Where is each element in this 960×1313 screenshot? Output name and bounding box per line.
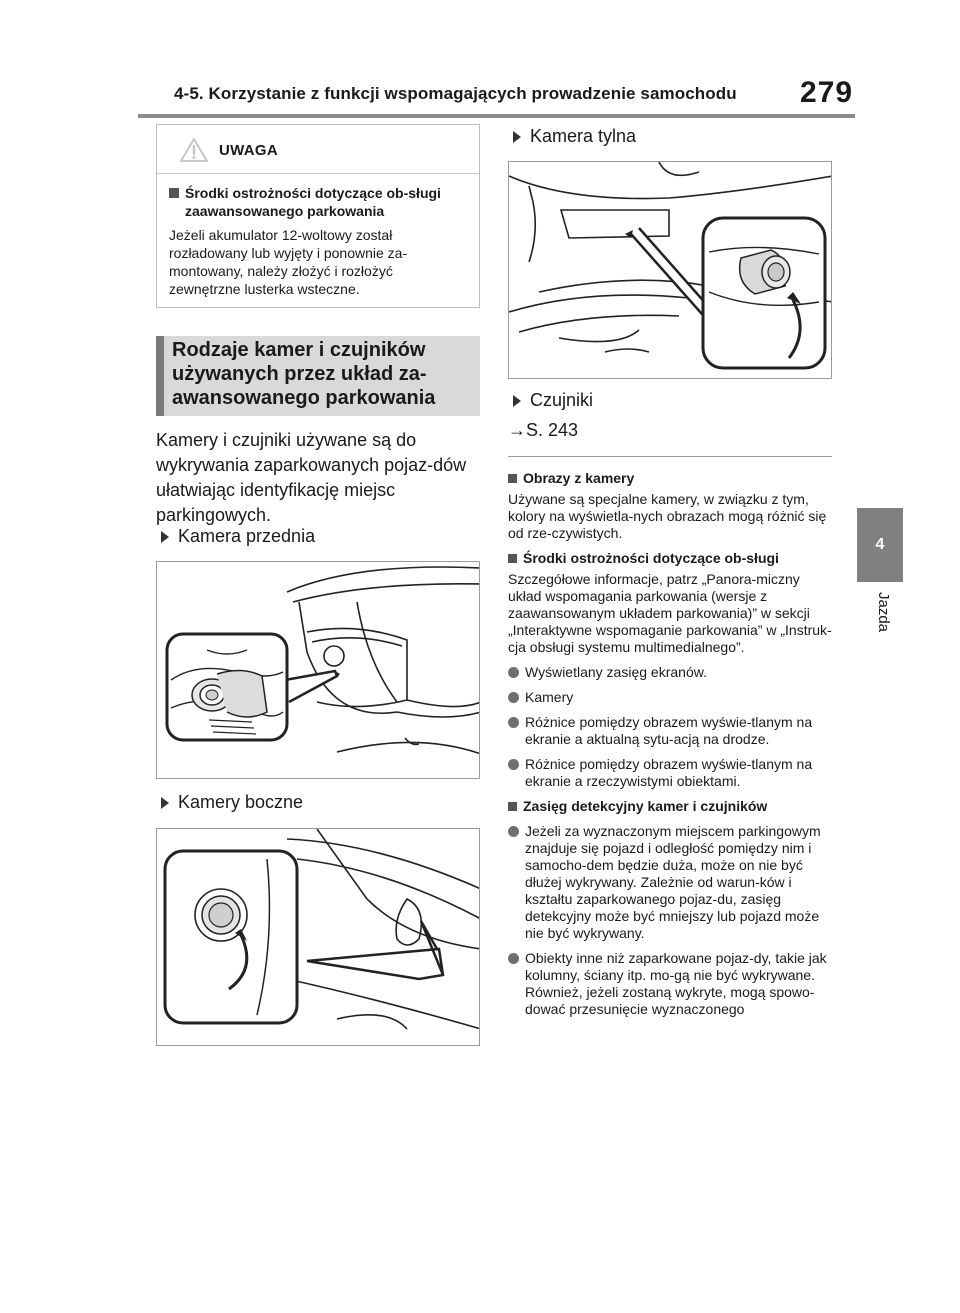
front-camera-figure	[156, 561, 480, 779]
warning-text: Jeżeli akumulator 12-woltowy został rozładowany lub wyjęty i ponownie za-montowany, należy złożyć i rozłożyć zewnętrzne lusterka wsteczne.	[169, 227, 408, 297]
list-item	[508, 950, 832, 1018]
warning-header	[179, 137, 467, 163]
header-rule	[138, 114, 855, 118]
list-item	[508, 689, 832, 706]
list-item	[508, 823, 832, 942]
item-rear-camera	[512, 126, 636, 147]
round-bullet-icon	[508, 826, 519, 837]
warning-divider	[157, 173, 479, 174]
list-item-text: Jeżeli za wyznaczonym miejscem parkingowym znajduje się pojazd i odległość pomiędzy nim i samocho-dem będzie duża, może on nie być dłużej wykrywany. Zależnie od warun-ków i kształtu zaparkowanego pojaz-du, zasięg detekcyjny może być mniejszy lub pojazd może nie być wykrywany.	[525, 823, 821, 941]
note-heading-handling	[508, 550, 832, 567]
note-heading-text: Zasięg detekcyjny kamer i czujników	[523, 798, 768, 814]
sensors-page-reference[interactable]: →S. 243	[508, 420, 579, 440]
round-bullet-icon	[508, 717, 519, 728]
list-item	[508, 714, 832, 748]
header-title: 4-5. Korzystanie z funkcji wspomagających prowadzenie samochodu	[174, 84, 737, 103]
note-text-camera-images: Używane są specjalne kamery, w związku z tym, kolory na wyświetla-nych obrazach mogą różnić się od rze-czywistych.	[508, 491, 827, 541]
round-bullet-icon	[508, 953, 519, 964]
item-sensors	[512, 390, 593, 411]
item-rear-camera-label: Kamera tylna	[530, 126, 637, 146]
list-item-text: Kamery	[525, 689, 574, 705]
arrow-right-icon	[160, 530, 170, 544]
warning-box	[156, 124, 480, 308]
front-camera-illustration	[157, 562, 480, 779]
item-sensors-label: Czujniki	[530, 390, 594, 410]
intro-paragraph: Kamery i czujniki używane są do wykrywania zaparkowanych pojaz-dów ułatwiając identyfikację miejsc parkingowych.	[156, 430, 467, 525]
warning-triangle-icon	[179, 137, 209, 163]
item-side-cameras	[160, 792, 303, 813]
notes-column	[508, 464, 832, 1018]
arrow-right-icon	[512, 394, 522, 408]
rear-camera-figure	[508, 161, 832, 379]
arrow-right-icon	[512, 130, 522, 144]
square-bullet-icon	[508, 554, 517, 563]
square-bullet-icon	[508, 802, 517, 811]
round-bullet-icon	[508, 692, 519, 703]
side-cameras-illustration	[157, 829, 480, 1046]
chapter-tab: 4	[857, 508, 903, 582]
rear-camera-illustration	[509, 162, 832, 379]
note-text-handling: Szczegółowe informacje, patrz „Panora-miczny układ wspomagania parkowania (wersje z zaawansowanym układem parkowania)” w sekcji „Interaktywne wspomaganie parkowania” w „Instruk-cja obsługi systemu multimedialnego”.	[508, 571, 832, 655]
list-item	[508, 756, 832, 790]
list-item-text: Obiekty inne niż zaparkowane pojaz-dy, takie jak kolumny, ściany itp. mo-gą nie być wykrywane. Również, jeżeli zostaną wykryte, mogą spowo-dować przesunięcie wyznaczonego	[525, 950, 827, 1017]
square-bullet-icon	[169, 188, 179, 198]
item-front-camera	[160, 526, 315, 547]
note-heading-text: Obrazy z kamery	[523, 470, 635, 486]
list-item-text: Różnice pomiędzy obrazem wyświe-tlanym na ekranie a rzeczywistymi obiektami.	[525, 756, 813, 789]
list-item	[508, 664, 832, 681]
warning-subheading-text: Środki ostrożności dotyczące ob-sługi zaawansowanego parkowania	[185, 185, 441, 219]
list-item-text: Wyświetlany zasięg ekranów.	[525, 664, 707, 680]
page-number: 279	[800, 76, 854, 109]
note-heading-detection-range	[508, 798, 832, 815]
item-front-camera-label: Kamera przednia	[178, 526, 316, 546]
round-bullet-icon	[508, 667, 519, 678]
arrow-right-icon	[160, 796, 170, 810]
list-item-text: Różnice pomiędzy obrazem wyświe-tlanym na ekranie a aktualną sytu-acją na drodze.	[525, 714, 813, 747]
square-bullet-icon	[508, 474, 517, 483]
item-side-cameras-label: Kamery boczne	[178, 792, 304, 812]
notes-divider	[508, 456, 832, 457]
section-title: Rodzaje kamer i czujników używanych przez układ za-awansowanego parkowania	[156, 336, 480, 416]
warning-subheading	[169, 184, 467, 220]
chapter-label: Jazda	[875, 592, 892, 633]
note-heading-camera-images	[508, 470, 832, 487]
round-bullet-icon	[508, 759, 519, 770]
note-heading-text: Środki ostrożności dotyczące ob-sługi	[523, 550, 779, 566]
side-cameras-figure	[156, 828, 480, 1046]
warning-title: UWAGA	[219, 141, 278, 159]
